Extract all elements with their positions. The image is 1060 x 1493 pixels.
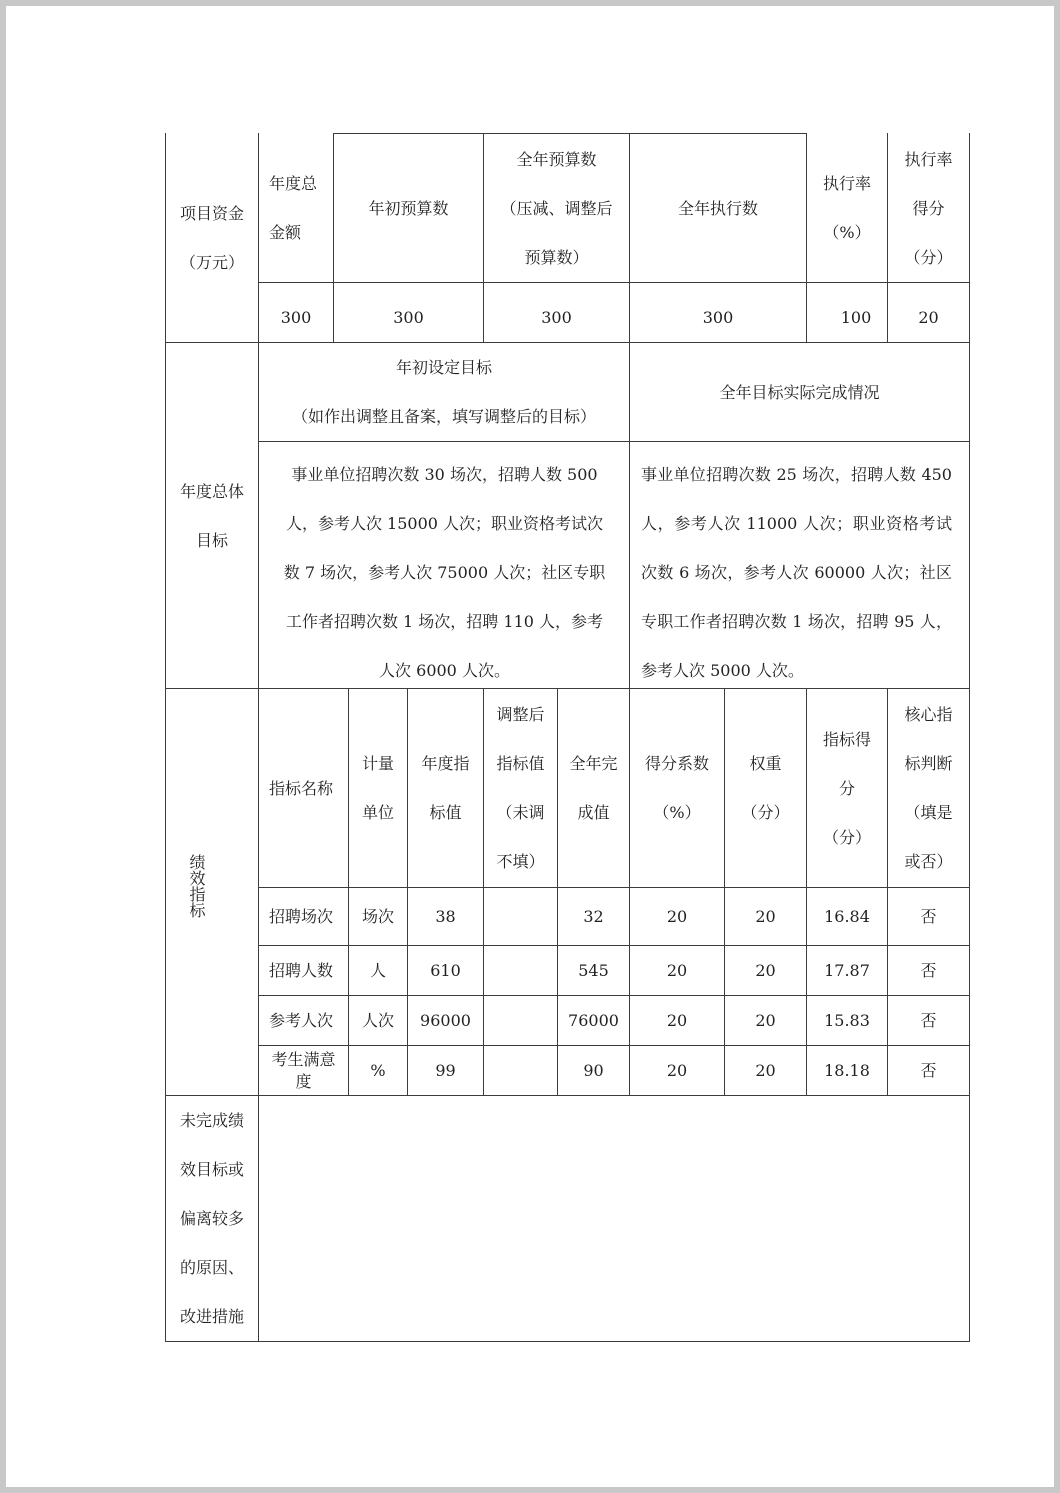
rule (259, 441, 970, 442)
goals-actual-header: 全年目标实际完成情况 (719, 382, 880, 402)
ind-row-weight: 20 (755, 1061, 776, 1080)
ind-header-core: 核心指 标判断 （填是 或否） (904, 705, 953, 871)
ind-row-score-coef: 20 (666, 961, 688, 980)
ind-row-annual-value: 96000 (420, 1011, 471, 1030)
reasons-content (259, 1096, 969, 1341)
header-full-year-execution: 全年执行数 (677, 198, 758, 218)
ind-row-core: 否 (920, 1011, 937, 1030)
ind-row-score-coef: 20 (666, 1011, 688, 1030)
ind-row-name: 考生满意 度 (271, 1049, 336, 1091)
ind-header-weight: 权重 （分） (741, 754, 790, 822)
ind-row-score: 16.84 (824, 907, 870, 926)
ind-row-unit: 人 (369, 961, 386, 980)
header-annual-total: 年度总 金额 (269, 174, 318, 242)
value-execution-rate: 100 (840, 308, 872, 327)
ind-row-name: 参考人次 (269, 1011, 334, 1030)
ind-row-annual-value: 38 (435, 907, 456, 926)
rule (259, 282, 970, 283)
ind-row-weight: 20 (755, 961, 776, 980)
ind-row-core: 否 (920, 1061, 937, 1080)
ind-header-annual-value: 年度指 标值 (421, 754, 470, 822)
value-full-year-execution: 300 (702, 308, 734, 327)
reasons-row-label: 未完成绩 效目标或 偏离较多 的原因、 改进措施 (179, 1111, 244, 1326)
ind-row-adjusted-value (484, 1046, 557, 1095)
header-initial-budget: 年初预算数 (368, 198, 449, 218)
ind-row-name: 招聘场次 (269, 907, 334, 926)
ind-row-annual-value: 610 (430, 961, 461, 980)
ind-row-score: 15.83 (824, 1011, 870, 1030)
indicators-row-label: 绩效指标 (187, 854, 206, 918)
ind-header-unit: 计量 单位 (361, 754, 394, 822)
ind-row-unit: 人次 (361, 1011, 394, 1030)
ind-header-score-coef: 得分系数 （%） (644, 754, 709, 822)
ind-row-score-coef: 20 (666, 1061, 688, 1080)
value-annual-total: 300 (280, 308, 312, 327)
header-execution-score: 执行率 得分 （分） (904, 149, 953, 267)
ind-row-annual-value: 99 (435, 1061, 456, 1080)
ind-row-name: 招聘人数 (269, 961, 334, 980)
ind-row-actual-value: 545 (578, 961, 609, 980)
ind-row-actual-value: 76000 (568, 1011, 619, 1030)
goals-actual-text: 事业单位招聘次数 25 场次，招聘人数 450 人，参考人次 11000 人次；职业资格考试次数 6 场次，参考人次 60000 人次；社区专职工作者招聘次数 1 场次，招聘 95 人，参考人次 5000 人次。 (641, 465, 952, 680)
ind-row-adjusted-value (484, 996, 557, 1045)
ind-row-unit: 场次 (361, 907, 394, 926)
ind-row-weight: 20 (755, 1011, 776, 1030)
document-page (6, 6, 1054, 1487)
header-execution-rate: 执行率 （%） (822, 174, 871, 242)
ind-row-core: 否 (920, 961, 937, 980)
ind-row-adjusted-value (484, 946, 557, 995)
rule (165, 1341, 970, 1342)
goals-row-label: 年度总体 目标 (179, 481, 244, 550)
value-initial-budget: 300 (393, 308, 424, 327)
goals-initial-header: 年初设定目标 （如作出调整且备案，填写调整后的目标） (291, 358, 596, 426)
ind-row-actual-value: 90 (583, 1061, 604, 1080)
ind-row-score: 17.87 (824, 961, 870, 980)
ind-header-score: 指标得 分 （分） (822, 729, 871, 847)
ind-row-score: 18.18 (824, 1061, 870, 1080)
value-full-year-budget: 300 (541, 308, 572, 327)
header-full-year-budget: 全年预算数 （压减、调整后 预算数） (500, 149, 613, 267)
ind-row-score-coef: 20 (666, 907, 688, 926)
funds-row-label: 项目资金 （万元） (179, 204, 244, 272)
ind-row-unit: % (370, 1061, 386, 1080)
value-execution-score: 20 (918, 308, 939, 327)
ind-row-core: 否 (920, 907, 937, 926)
ind-header-actual-value: 全年完 成值 (569, 754, 618, 822)
rule (969, 133, 970, 1342)
ind-row-adjusted-value (484, 888, 557, 945)
ind-header-adjusted-value: 调整后 指标值 （未调 不填） (496, 705, 545, 871)
goals-initial-text: 事业单位招聘次数 30 场次，招聘人数 500 人，参考人次 15000 人次；职业资格考试次数 7 场次，参考人次 75000 人次；社区专职工作者招聘次数 1 场次，招聘 110 人，参考人次 6000 人次。 (283, 465, 606, 680)
ind-header-name: 指标名称 (269, 778, 334, 798)
ind-row-weight: 20 (755, 907, 776, 926)
ind-row-actual-value: 32 (583, 907, 604, 926)
